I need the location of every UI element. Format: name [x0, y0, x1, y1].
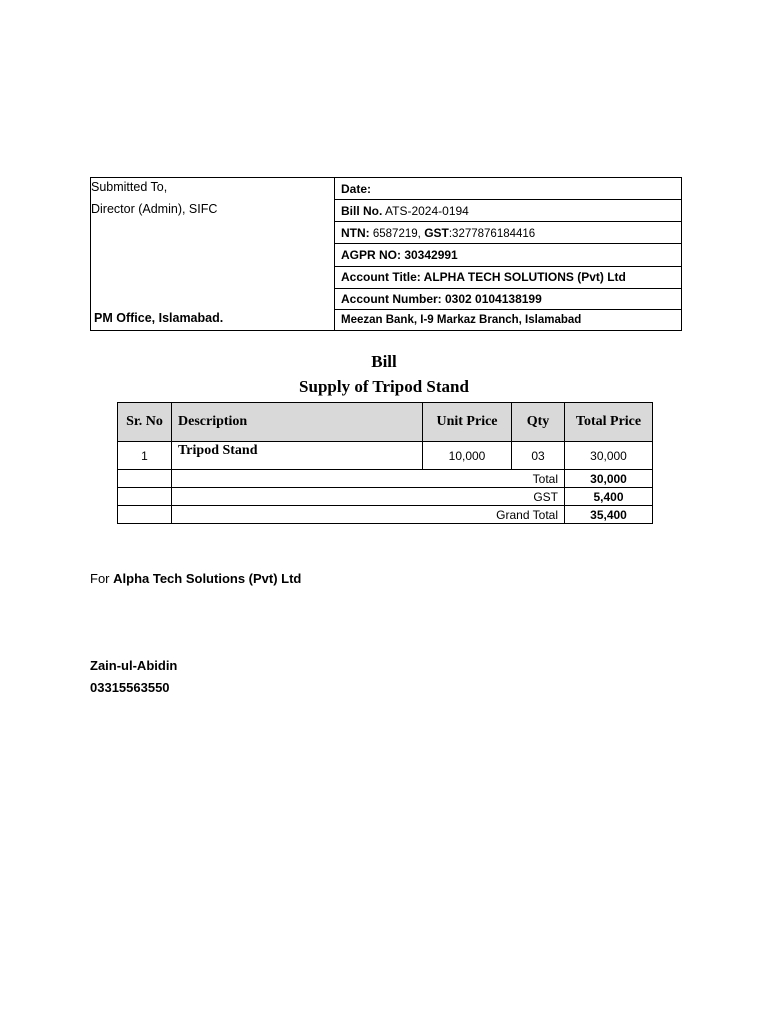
bill-no-value: ATS-2024-0194	[382, 203, 469, 218]
date-label: Date:	[341, 181, 372, 196]
signatory-name: Zain-ul-Abidin	[90, 658, 178, 673]
table-header-row	[118, 403, 653, 442]
recipient-name: Director (Admin), SIFC	[91, 202, 218, 216]
agpr-cell: AGPR NO: 30342991	[335, 244, 682, 266]
recipient-office: PM Office, Islamabad.	[94, 311, 224, 325]
gst-row	[118, 488, 653, 506]
bill-subtitle: Supply of Tripod Stand	[299, 377, 469, 396]
total-label: Total	[172, 470, 565, 488]
grand-total-value: 35,400	[565, 506, 653, 524]
recipient-cell	[91, 178, 335, 331]
gst-row-value: 5,400	[565, 488, 653, 506]
ntn-label: NTN:	[341, 225, 370, 240]
total-value: 30,000	[565, 470, 653, 488]
total-row	[118, 470, 653, 488]
bill-no-label: Bill No.	[341, 203, 383, 218]
item-sr: 1	[118, 442, 172, 470]
bill-title: Bill	[371, 352, 397, 371]
items-table	[117, 402, 653, 524]
item-description: Tripod Stand	[172, 442, 423, 470]
ntn-value: 6587219,	[369, 227, 421, 240]
item-unit-price: 10,000	[423, 442, 512, 470]
gst-value: :3277876184416	[448, 227, 536, 240]
company-name: Alpha Tech Solutions (Pvt) Ltd	[113, 571, 302, 586]
submitted-to-label: Submitted To,	[91, 180, 168, 194]
signatory-phone: 03315563550	[90, 680, 170, 695]
for-prefix: For	[90, 571, 114, 586]
gst-row-label: GST	[172, 488, 565, 506]
bill-no-cell	[335, 200, 682, 222]
date-cell	[335, 178, 682, 200]
item-total: 30,000	[565, 442, 653, 470]
account-number-cell: Account Number: 0302 0104138199	[335, 288, 682, 309]
column-header-total-price: Total Price	[565, 403, 653, 442]
grand-total-label: Grand Total	[172, 506, 565, 524]
header-table	[90, 177, 682, 331]
column-header-description: Description	[172, 403, 423, 442]
bank-cell: Meezan Bank, I-9 Markaz Branch, Islamabad	[335, 309, 682, 330]
column-header-qty: Qty	[512, 403, 565, 442]
table-row	[118, 442, 653, 470]
grand-total-row	[118, 506, 653, 524]
tax-cell	[335, 222, 682, 244]
column-header-sr: Sr. No	[118, 403, 172, 442]
for-company-line	[90, 571, 301, 586]
account-title-cell: Account Title: ALPHA TECH SOLUTIONS (Pvt) Ltd	[335, 266, 682, 288]
item-qty: 03	[512, 442, 565, 470]
gst-label: GST	[424, 225, 449, 240]
column-header-unit-price: Unit Price	[423, 403, 512, 442]
